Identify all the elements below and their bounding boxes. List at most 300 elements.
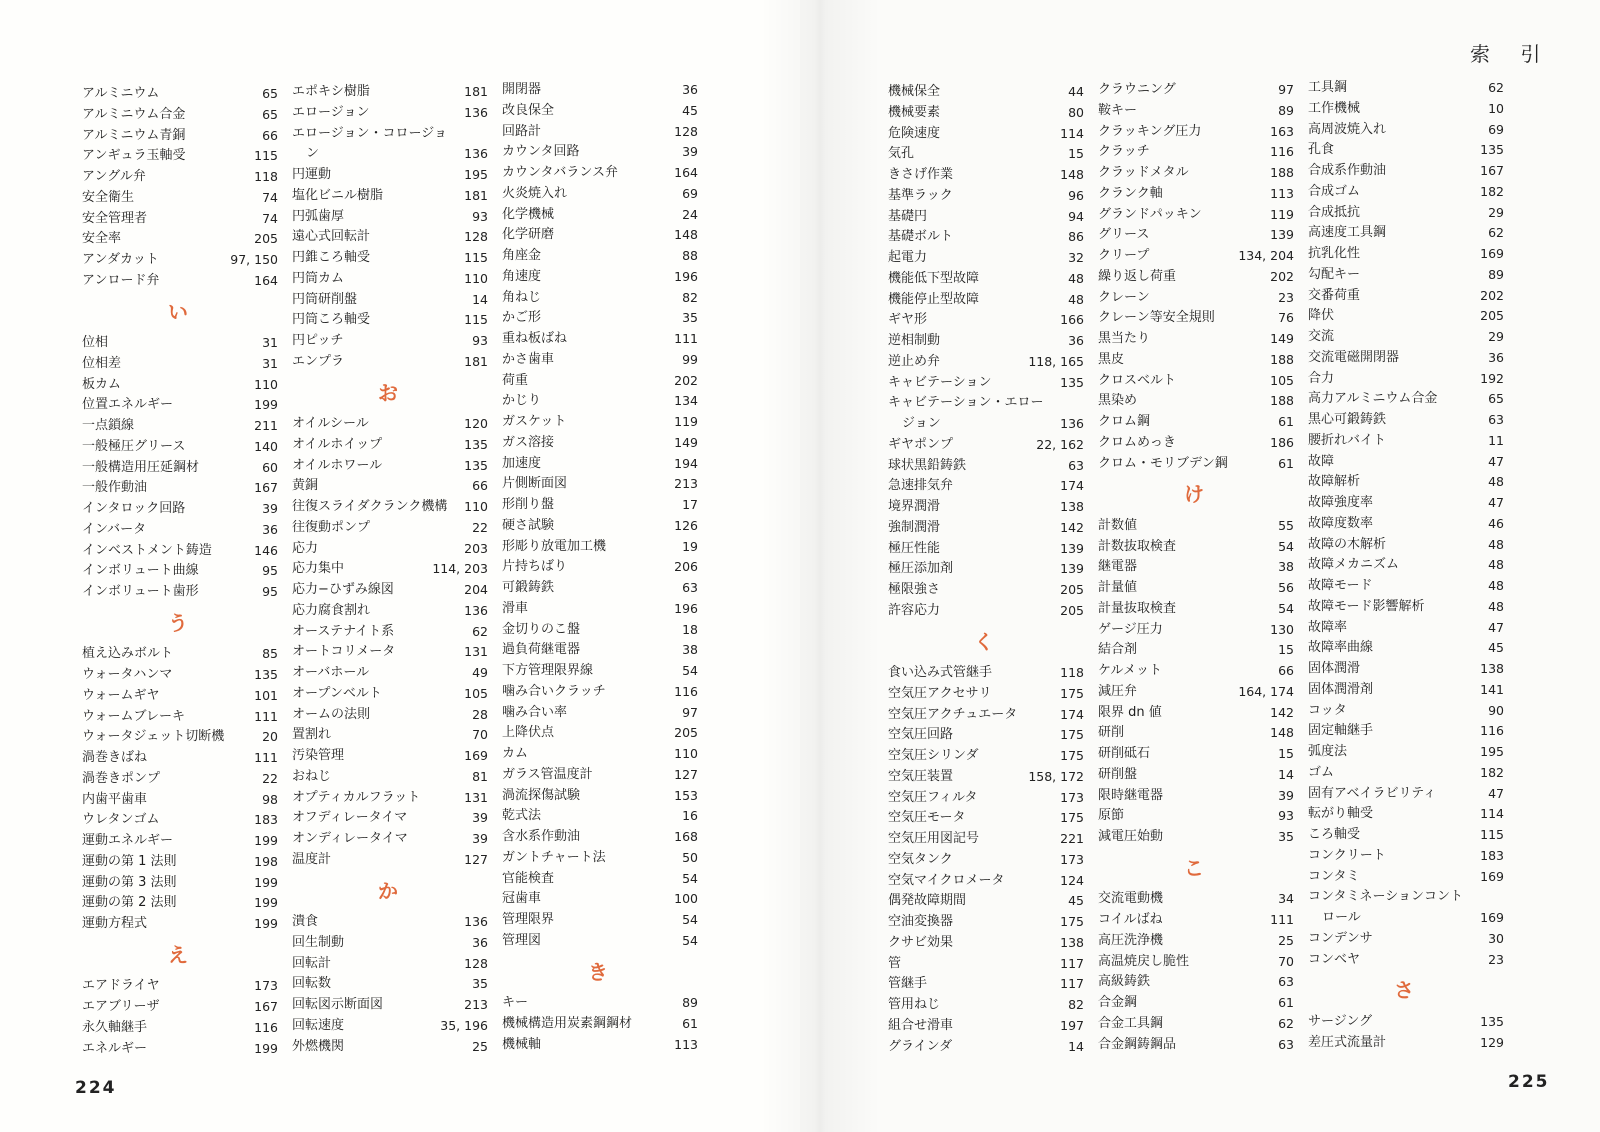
index-term: 腰折れバイト	[1308, 432, 1387, 448]
index-page-ref: 15	[1278, 746, 1294, 761]
index-page-ref: 61	[1278, 414, 1294, 429]
index-entry	[292, 995, 488, 1016]
index-page-ref: 36	[262, 521, 278, 537]
index-term: クランク軸	[1098, 185, 1163, 201]
index-term: グラインダ	[888, 1038, 953, 1054]
index-term: 危険速度	[888, 125, 941, 141]
index-page-ref: 49	[472, 665, 488, 680]
index-term: アルミニウム	[82, 86, 160, 101]
index-term: 下方管理限界線	[502, 663, 594, 678]
index-page-ref: 22	[262, 770, 278, 786]
index-page-ref: 111	[674, 331, 698, 346]
index-page-ref: 74	[262, 210, 278, 226]
index-term: 繰り返し荷重	[1098, 268, 1177, 284]
index-term: 黒当たり	[1098, 331, 1151, 346]
index-entry	[1098, 640, 1294, 661]
index-page-ref: 10	[1488, 100, 1504, 116]
index-page-ref: 23	[1278, 289, 1294, 305]
index-term: 空気圧装置	[888, 768, 954, 784]
index-term: 食い込み式管継手	[888, 665, 993, 680]
index-page-ref: 98	[262, 791, 278, 807]
index-term: 機械保全	[888, 84, 941, 99]
index-term: 滑車	[502, 600, 529, 616]
index-entry	[292, 622, 488, 643]
index-page-ref: 56	[1278, 580, 1294, 595]
index-page-ref: 62	[1488, 225, 1504, 241]
index-term: オンディレータイマ	[292, 831, 408, 846]
index-term: エロージョン	[292, 104, 370, 120]
index-entry	[888, 82, 1084, 103]
index-page-ref: 39	[472, 831, 488, 846]
index-term: 永久軸継手	[82, 1019, 148, 1035]
section-heading-label: こ	[1184, 855, 1204, 880]
index-term: 故障強度率	[1308, 495, 1374, 510]
index-term: キー	[502, 995, 529, 1010]
index-entry	[502, 205, 698, 226]
index-page-ref: 135	[254, 667, 278, 682]
index-page-ref: 164, 174	[1238, 683, 1294, 699]
index-entry	[1308, 701, 1504, 722]
index-entry	[1308, 950, 1504, 971]
index-page-ref: 89	[1278, 102, 1294, 118]
index-entry	[1098, 80, 1294, 101]
index-term: 可鍛鋳鉄	[502, 580, 555, 595]
index-page-ref: 63	[1278, 974, 1294, 990]
index-term: 黒心可鍛鋳鉄	[1308, 412, 1387, 427]
index-page-ref: 181	[464, 84, 488, 99]
index-page-ref: 205	[674, 725, 698, 741]
index-page-ref: 48	[1488, 598, 1504, 614]
index-term: 固有アベイラビリティ	[1308, 785, 1437, 801]
index-page-ref: 130	[1270, 621, 1294, 637]
index-term: 運動方程式	[82, 916, 148, 931]
index-page-ref: 54	[1278, 600, 1294, 616]
index-term: 化学研磨	[502, 227, 555, 243]
index-term: 位相	[82, 335, 109, 350]
index-entry	[1098, 288, 1294, 309]
index-term: クリープ	[1098, 248, 1150, 263]
index-term: コンデンサ	[1308, 930, 1373, 946]
index-term: 球状黒鉛鋳鉄	[888, 457, 967, 473]
index-term: 乾式法	[502, 808, 542, 824]
section-heading	[1098, 474, 1294, 516]
index-entry	[292, 850, 488, 871]
index-page-ref: 199	[254, 833, 278, 848]
index-page-ref: 29	[1488, 204, 1504, 220]
index-term: 組合せ滑車	[888, 1017, 954, 1033]
index-entry	[292, 539, 488, 560]
index-page-ref: 97, 150	[230, 252, 278, 267]
index-entry	[1098, 101, 1294, 122]
index-entry	[292, 808, 488, 829]
index-entry	[1098, 516, 1294, 537]
index-page-ref: 30	[1488, 930, 1504, 946]
index-page-ref: 181	[464, 353, 488, 369]
index-page-ref: 142	[1060, 519, 1084, 535]
index-page-ref: 22	[472, 519, 488, 535]
index-page-ref: 31	[262, 335, 278, 350]
index-page-ref: 54	[682, 912, 698, 927]
index-entry	[502, 620, 698, 641]
index-entry	[502, 308, 698, 329]
index-entry	[888, 227, 1084, 248]
index-term: コンタミネーションコント	[1308, 889, 1463, 905]
index-page-ref: 174	[1060, 478, 1084, 494]
index-entry	[82, 395, 278, 416]
index-entry	[1308, 265, 1504, 286]
index-term: インボリュート歯形	[82, 584, 199, 599]
index-page-ref: 124	[1060, 872, 1084, 888]
index-page-ref: 119	[674, 414, 698, 429]
index-page-ref: 97	[682, 704, 698, 720]
index-page-ref: 14	[1068, 1038, 1084, 1054]
index-term: 角速度	[502, 268, 542, 284]
index-term: オーステナイト系	[292, 623, 395, 639]
index-entry	[502, 578, 698, 599]
index-term: 高圧洗浄機	[1098, 932, 1164, 948]
index-entry	[1098, 972, 1294, 993]
index-term: コンベヤ	[1308, 951, 1361, 967]
index-entry	[502, 267, 698, 288]
index-page-ref: 110	[464, 499, 488, 514]
index-entry	[888, 518, 1084, 539]
index-term: 高級鋳鉄	[1098, 974, 1151, 990]
index-entry	[888, 559, 1084, 580]
index-term: ケルメット	[1098, 663, 1162, 678]
index-page-ref: 113	[674, 1036, 698, 1052]
index-entry	[1308, 1033, 1504, 1054]
index-entry	[1098, 703, 1294, 724]
index-term: ロール	[1322, 910, 1361, 925]
index-page-ref: 116	[1480, 723, 1504, 739]
index-page-ref: 93	[472, 333, 488, 348]
index-entry	[82, 644, 278, 665]
index-term: 研削盤	[1098, 766, 1138, 782]
index-page-ref: 70	[1278, 953, 1294, 969]
index-term: ウォータジェット切断機	[82, 729, 225, 745]
index-page-ref: 111	[1270, 912, 1294, 927]
index-term: 計量値	[1098, 580, 1138, 595]
index-entry	[1098, 205, 1294, 226]
index-entry	[1098, 786, 1294, 807]
index-term: 一般作動油	[82, 480, 148, 496]
index-entry	[82, 852, 278, 873]
index-page-ref: 66	[1278, 663, 1294, 678]
index-page-ref: 45	[1488, 640, 1504, 656]
index-term: 原節	[1098, 808, 1125, 824]
index-page-ref: 181	[464, 187, 488, 203]
index-page-ref: 175	[1060, 727, 1084, 743]
index-entry	[1308, 120, 1504, 141]
index-entry	[888, 393, 1084, 414]
index-page-ref: 140	[254, 438, 278, 454]
index-term: 安全率	[82, 231, 122, 247]
index-term: 限界 dn 値	[1098, 704, 1162, 720]
index-term: 円筒研削盤	[292, 291, 358, 307]
index-entry	[1308, 410, 1504, 431]
index-term: キャビテーション	[888, 374, 992, 390]
index-page-ref: 221	[1060, 831, 1084, 846]
index-page-ref: 138	[1480, 661, 1504, 676]
index-term: クロム鋼	[1098, 414, 1151, 429]
index-term: クロスベルト	[1098, 372, 1177, 388]
index-entry	[888, 186, 1084, 207]
index-entry	[292, 186, 488, 207]
index-entry	[1098, 163, 1294, 184]
index-entry	[82, 665, 278, 686]
index-page-ref: 118	[254, 169, 278, 184]
index-page-ref: 17	[682, 497, 698, 512]
index-term: 強制潤滑	[888, 519, 941, 535]
index-entry	[888, 248, 1084, 269]
index-page-ref: 45	[682, 102, 698, 118]
index-term: 回転速度	[292, 1017, 345, 1033]
index-term: 黒染め	[1098, 393, 1138, 409]
index-term: 降伏	[1308, 308, 1335, 324]
index-entry	[1098, 661, 1294, 682]
index-page-ref: 11	[1488, 432, 1504, 448]
index-term: 固体潤滑剤	[1308, 681, 1374, 697]
index-term: 回転図示断面図	[292, 997, 384, 1012]
index-entry	[888, 684, 1084, 705]
index-entry	[292, 103, 488, 124]
index-page-ref: 128	[674, 123, 698, 139]
index-term: 勾配キー	[1308, 266, 1361, 282]
index-term: 片持ちばり	[502, 559, 568, 575]
index-term: 合成ゴム	[1308, 183, 1361, 199]
index-entry	[1308, 244, 1504, 265]
index-term: オイルホワール	[292, 457, 383, 473]
index-entry	[888, 165, 1084, 186]
index-page-ref: 163	[1270, 123, 1294, 139]
index-entry	[292, 559, 488, 580]
index-entry	[502, 806, 698, 827]
index-page-ref: 47	[1488, 453, 1504, 469]
index-page-ref: 48	[1488, 557, 1504, 573]
index-entry	[82, 499, 278, 520]
index-entry	[1098, 308, 1294, 329]
section-heading-label: う	[168, 610, 188, 635]
index-term: 固体潤滑	[1308, 661, 1361, 676]
index-entry	[1098, 391, 1294, 412]
index-term: 合金鋼鋳鋼品	[1098, 1036, 1177, 1052]
index-page-ref: 39	[682, 144, 698, 160]
index-entry	[888, 705, 1084, 726]
index-page-ref: 44	[1068, 84, 1084, 99]
index-term: カウンタ回路	[502, 144, 580, 160]
index-term: エポキシ樹脂	[292, 84, 370, 99]
index-entry	[82, 561, 278, 582]
index-page-ref: 128	[464, 955, 488, 971]
index-page-ref: 182	[1480, 183, 1504, 199]
index-term: 応力腐食割れ	[292, 602, 371, 618]
index-entry	[292, 310, 488, 331]
index-term: 逆相制動	[888, 333, 941, 348]
index-entry	[82, 333, 278, 354]
index-entry	[888, 1016, 1084, 1037]
index-term: 鞍キー	[1098, 102, 1138, 118]
index-page-ref: 202	[1270, 268, 1294, 284]
index-term: クロム・モリブデン鋼	[1098, 455, 1228, 471]
index-entry	[888, 414, 1084, 435]
index-page-ref: 89	[1488, 266, 1504, 282]
section-heading	[1308, 970, 1504, 1012]
index-entry	[1098, 952, 1294, 973]
index-entry	[1098, 620, 1294, 641]
index-page-ref: 134	[674, 393, 698, 409]
index-page-ref: 69	[1488, 121, 1504, 137]
index-term: 内歯平歯車	[82, 791, 148, 807]
index-page-ref: 117	[1060, 955, 1084, 971]
index-page-ref: 47	[1488, 495, 1504, 510]
index-entry	[888, 539, 1084, 560]
index-term: ガラス管温度計	[502, 766, 593, 782]
index-entry	[502, 433, 698, 454]
index-page-ref: 164	[674, 165, 698, 180]
index-term: コンクリート	[1308, 847, 1386, 863]
index-page-ref: 99	[682, 351, 698, 367]
index-page-ref: 55	[1278, 517, 1294, 533]
index-term: 交流	[1308, 329, 1335, 344]
index-page-ref: 19	[682, 538, 698, 554]
index-entry	[1308, 306, 1504, 327]
index-entry	[1308, 514, 1504, 535]
index-term: 交番荷重	[1308, 287, 1361, 303]
index-term: ウォータハンマ	[82, 667, 173, 682]
index-entry	[1308, 1012, 1504, 1033]
index-entry	[82, 229, 278, 250]
index-entry	[82, 976, 278, 997]
index-page-ref: 113	[1270, 185, 1294, 201]
index-term: 機能停止型故障	[888, 291, 980, 307]
index-entry	[82, 914, 278, 935]
index-entry	[82, 146, 278, 167]
index-entry	[502, 786, 698, 807]
index-page-ref: 135	[1480, 142, 1504, 158]
index-term: 高力アルミニウム合金	[1308, 391, 1438, 407]
index-term: コイルばね	[1098, 912, 1163, 927]
index-page-ref: 93	[1278, 808, 1294, 824]
index-term: 円筒ころ軸受	[292, 312, 371, 328]
index-page-ref: 148	[1060, 167, 1084, 182]
index-term: 気孔	[888, 146, 915, 162]
index-term: アングル弁	[82, 169, 146, 184]
index-term: 植え込みボルト	[82, 646, 174, 662]
index-page-ref: 199	[254, 1040, 278, 1056]
index-page-ref: 188	[1270, 393, 1294, 409]
index-page-ref: 81	[472, 768, 488, 784]
section-heading-label: え	[168, 942, 188, 967]
index-page-ref: 205	[1480, 308, 1504, 324]
index-term: オイルホイップ	[292, 436, 383, 452]
index-entry	[888, 580, 1084, 601]
page-number-left: 224	[75, 1078, 117, 1098]
index-column-1	[82, 84, 278, 1059]
index-page-ref: 198	[254, 853, 278, 869]
index-term: 固定軸継手	[1308, 723, 1374, 739]
index-page-ref: 54	[682, 870, 698, 886]
index-term: 運動の第 2 法則	[82, 895, 177, 911]
index-entry	[502, 516, 698, 537]
index-page-ref: 46	[1488, 515, 1504, 531]
index-entry	[292, 290, 488, 311]
index-page-ref: 50	[682, 849, 698, 865]
index-term: 冠歯車	[502, 891, 542, 907]
index-entry	[888, 767, 1084, 788]
index-term: 孔食	[1308, 142, 1335, 158]
index-page-ref: 196	[674, 268, 698, 284]
index-term: 機械構造用炭素鋼鋼材	[502, 1015, 633, 1031]
index-entry	[1098, 557, 1294, 578]
index-entry	[502, 391, 698, 412]
index-page-ref: 15	[1068, 146, 1084, 162]
index-page-ref: 14	[472, 291, 488, 307]
section-heading-label: か	[378, 878, 398, 903]
index-entry	[502, 329, 698, 350]
index-term: エアブリーザ	[82, 999, 160, 1014]
index-page-ref: 48	[1068, 291, 1084, 307]
index-page-ref: 22, 162	[1036, 436, 1084, 452]
index-page-ref: 115	[1480, 827, 1504, 842]
index-page-ref: 63	[682, 580, 698, 595]
index-term: 空気圧フィルタ	[888, 789, 978, 805]
index-term: 交流電動機	[1098, 891, 1164, 907]
index-term: 限時継電器	[1098, 787, 1164, 803]
index-entry	[502, 682, 698, 703]
index-term: ころ軸受	[1308, 827, 1361, 842]
index-entry	[1308, 161, 1504, 182]
index-entry	[1098, 267, 1294, 288]
index-page-ref: 96	[1068, 187, 1084, 203]
index-page-ref: 23	[1488, 951, 1504, 967]
index-term: 故障の木解析	[1308, 536, 1387, 552]
index-page-ref: 35, 196	[440, 1017, 488, 1033]
index-term: 計量抜取検査	[1098, 600, 1177, 616]
index-entry	[502, 744, 698, 765]
index-page-ref: 66	[262, 127, 278, 143]
index-entry	[1098, 910, 1294, 931]
index-term: 温度計	[292, 851, 332, 867]
index-entry	[1098, 682, 1294, 703]
index-entry	[888, 456, 1084, 477]
index-term: ギヤポンプ	[888, 436, 954, 452]
index-term: エネルギー	[82, 1040, 148, 1056]
section-heading	[82, 292, 278, 334]
index-page-ref: 36	[1068, 333, 1084, 348]
index-term: 転がり軸受	[1308, 806, 1374, 822]
index-page-ref: 135	[1060, 374, 1084, 390]
index-entry	[292, 788, 488, 809]
index-page-ref: 148	[1270, 725, 1294, 741]
index-page-ref: 45	[1068, 893, 1084, 909]
index-term: クレーン	[1098, 289, 1150, 305]
index-page-ref: 199	[254, 874, 278, 890]
index-term: オーバホール	[292, 665, 370, 680]
index-term: 研削	[1098, 725, 1125, 741]
index-term: インボリュート曲線	[82, 563, 199, 579]
index-page-ref: 188	[1270, 351, 1294, 367]
index-entry	[502, 599, 698, 620]
running-head: 索 引	[1470, 42, 1553, 66]
index-term: 形削り盤	[502, 497, 555, 512]
index-page-ref: 138	[1060, 499, 1084, 514]
index-page-ref: 206	[674, 559, 698, 575]
index-term: 管理図	[502, 932, 542, 948]
index-entry	[82, 437, 278, 458]
index-page-ref: 158, 172	[1028, 768, 1084, 784]
index-term: 合金鋼	[1098, 995, 1138, 1010]
index-term: 過負荷継電器	[502, 642, 581, 658]
